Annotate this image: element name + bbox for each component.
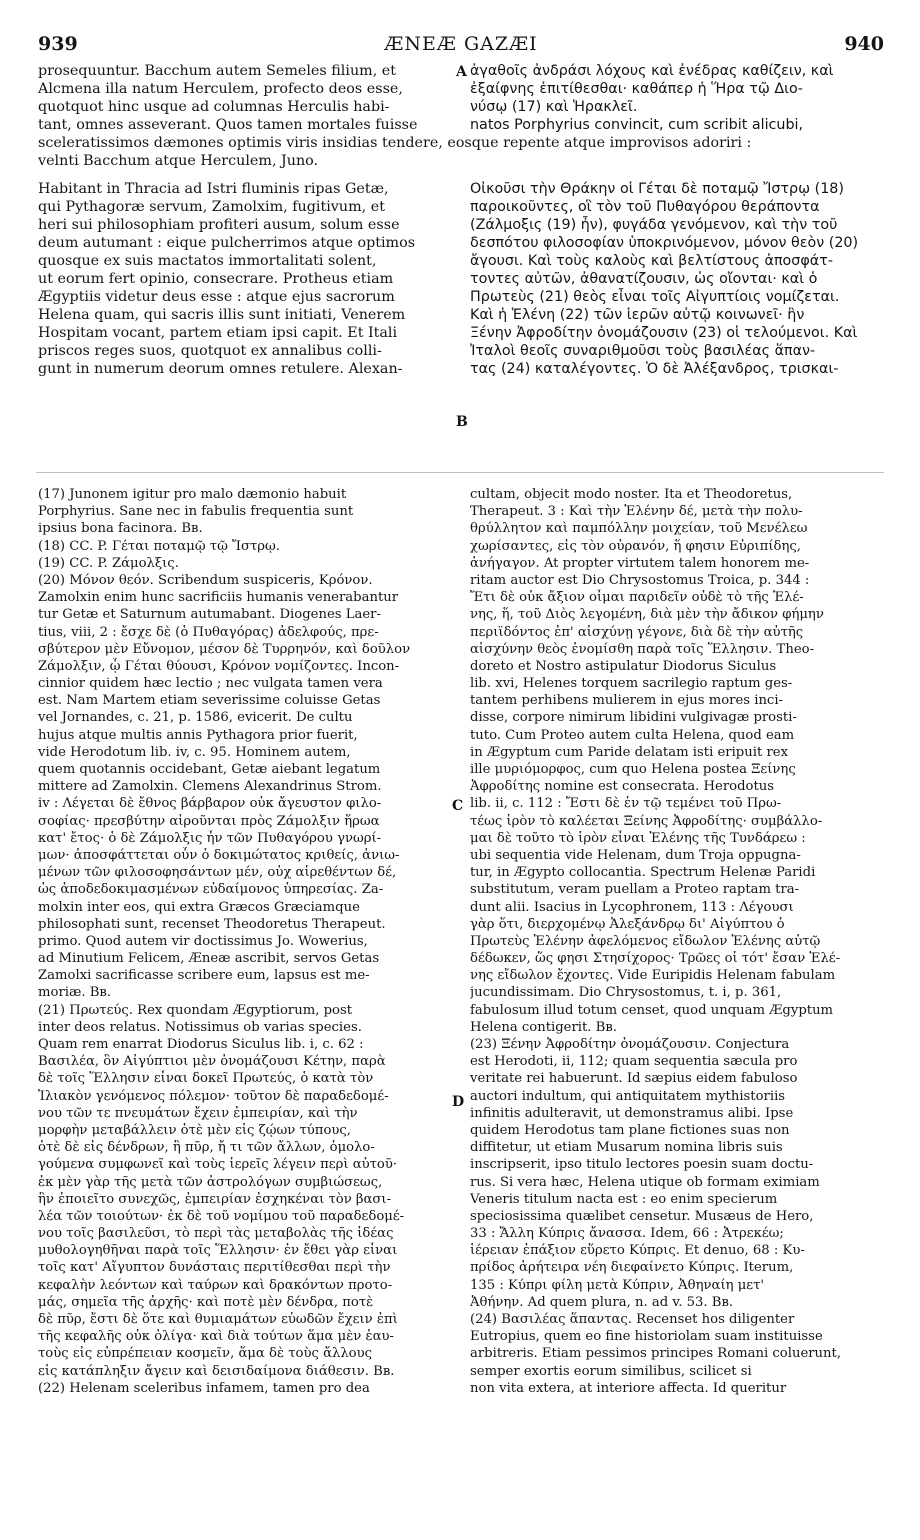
- footnote-line: Veneris titulum nacta est : eo enim specierum: [470, 1191, 778, 1207]
- footnote-line: doreto et Nostro astipulatur Diodorus Siculus: [470, 658, 777, 674]
- footnote-line: Βασιλέα, ὃν Αἰγύπτιοι μὲν ὀνομάζουσι Κέτην, παρὰ: [38, 1054, 386, 1070]
- text-line: Hospitam vocant, partem etiam ipsi capit. Et Itali: [38, 325, 398, 341]
- footnote-line: εἰς κατάπληξιν ἄγειν καὶ δεισιδαίμονα διάθεσιν. Bʙ.: [38, 1363, 395, 1379]
- footnote-line: αἰσχύνην θεὸς ἐνομίσθη παρὰ τοῖς Ἕλλησιν. Theo-: [470, 641, 815, 657]
- text-line: quosque ex suis mactatos immortalitati solent,: [38, 253, 377, 269]
- footnote-line: lib. ii, c. 112 : Ἔστι δὲ ἐν τῷ τεμένει τοῦ Πρω-: [470, 796, 782, 812]
- footnote-line: θρύλλητον καὶ παμπόλλην μοιχείαν, τοῦ Μενέλεω: [470, 521, 808, 537]
- footnote-line: σβύτερον μὲν Εὔνομον, μέσον δὲ Τυρρηνόν, καὶ δοῦλον: [38, 641, 411, 657]
- greek-text-line: Ἰταλοὶ θεοῖς συναριθμοῦσι τοὺς βασιλέας ἅπαν-: [470, 343, 816, 359]
- greek-text-line: τοντες αὐτῶν, ἀθανατίζουσιν, ὡς οἴονται· καὶ ὁ: [470, 271, 818, 287]
- greek-text-line: Καὶ ἡ Ἑλένη (22) τῶν ἱερῶν αὐτῷ κοινωνεῖ· ἣν: [470, 307, 805, 323]
- page-number-left: 939: [38, 33, 78, 55]
- footnote-line: ὁτὲ δὲ εἰς δένδρων, ἢ πῦρ, ἤ τι τῶν ἄλλων, ὁμολο-: [38, 1140, 375, 1156]
- footnote-line: inter deos relatus. Notissimus ob varias species.: [38, 1019, 362, 1035]
- footnote-line: ἐκ μὲν γὰρ τῆς μετὰ τῶν ἀστρολόγων συμβιώσεως,: [38, 1174, 383, 1190]
- top-full-width-text: [38, 134, 884, 170]
- footnote-line: δὲ τοῖς Ἕλλησιν εἶναι δοκεῖ Πρωτεύς, ὁ κατὰ τὸν: [38, 1071, 374, 1087]
- footnote-line: ipsius bona facinora. Bʙ.: [38, 521, 203, 537]
- footnote-line: Zamolxi sacrificasse scribere eum, lapsus est me-: [38, 968, 370, 984]
- text-line: tant, omnes asseverant. Quos tamen mortales fuisse: [38, 117, 418, 133]
- greek-text-line: Οἰκοῦσι τὴν Θράκην οἱ Γέται δὲ ποταμῷ Ἴστρῳ (18): [470, 181, 844, 197]
- running-title: ÆNEÆ GAZÆI: [384, 33, 538, 55]
- footnote-line: est Herodoti, ii, 112; quam sequentia sæcula pro: [470, 1054, 798, 1070]
- footnote-line: χωρίσαντες, εἰς τὸν οὐρανόν, ἥ φησιν Εὐριπίδης,: [470, 538, 801, 554]
- footnote-line: (18) CC. P. Γέται ποταμῷ τῷ Ἴστρῳ.: [38, 538, 281, 554]
- footnote-line: (23) Ξένην Ἀφροδίτην ὀνομάζουσιν. Conjectura: [470, 1037, 790, 1052]
- footnote-line: Ἰλιακὸν γενόμενος πόλεμον· τοῦτον δὲ παραδεδομέ-: [38, 1088, 389, 1104]
- footnote-line: Ζάμολξιν, ᾧ Γέται θύουσι, Κρόνον νομίζοντες. Incon-: [38, 658, 400, 674]
- greek-text-line: νύσῳ (17) καὶ Ἡρακλεῖ.: [470, 99, 638, 115]
- footnote-line: (19) CC. P. Ζάμολξις.: [38, 555, 179, 571]
- footnote-line: jucundissimam. Dio Chrysostomus, t. i, p. 361,: [470, 985, 782, 1001]
- text-line: sceleratissimos dæmones optimis viris insidias tendere, eosque repente atque improvisos adoriri :: [38, 135, 752, 151]
- text-line: deum autumant : eique pulcherrimos atque optimos: [38, 235, 416, 251]
- footnote-line: γούμενα συμφωνεῖ καὶ τοὺς ἱερεῖς λέγειν περὶ αὐτοῦ·: [38, 1157, 398, 1173]
- footnote-line: νης, ἥ, τοῦ Διὸς λεγομένη, διὰ μὲν τὴν ἄδικον φήμην: [470, 607, 824, 623]
- footnote-line: (22) Helenam sceleribus infamem, tamen pro dea: [38, 1380, 370, 1396]
- top-latin-column: [38, 62, 456, 134]
- footnote-line: primo. Quod autem vir doctissimus Jo. Wowerius,: [38, 933, 368, 949]
- footnote-line: arbitreris. Etiam pessimos principes Romani coluerunt,: [470, 1346, 842, 1362]
- footnote-line: inscripserit, ipso titulo lectores poesin suam doctu-: [470, 1157, 814, 1173]
- footnote-line: quidem Herodotus tam plane fictiones suas non: [470, 1122, 790, 1138]
- margin-letter-b: B: [456, 414, 468, 430]
- footnote-line: moriæ. Bʙ.: [38, 985, 112, 1001]
- text-line: Helena quam, qui sacris illis sunt initiati, Venerem: [38, 307, 406, 323]
- footnote-line: rus. Si vera hæc, Helena utique ob formam eximiam: [470, 1174, 820, 1190]
- footnote-line: Zamolxin enim hunc sacrificiis humanis venerabantur: [38, 590, 399, 606]
- footnote-line: Ἔτι δὲ οὐκ ἄξιον οἶμαι παριδεῖν οὐδὲ τὸ τῆς Ἑλέ-: [470, 590, 804, 606]
- footnote-line: non vita extera, at interiore affecta. Id queritur: [470, 1380, 787, 1396]
- text-line: priscos reges suos, quotquot ex annalibus colli-: [38, 343, 382, 359]
- footnote-line: ad Minutium Felicem, Æneæ ascribit, servos Getas: [38, 951, 380, 967]
- footnote-line: est. Nam Martem etiam severissime coluisse Getas: [38, 693, 381, 709]
- footnote-line: νου τοῖς βασιλεῦσι, τὸ περὶ τὰς μεταβολὰς τῆς ἰδέας: [38, 1226, 394, 1242]
- footnote-line: μένων τῶν φιλοσοφησάντων μέν, οὐχ αἱρεθέντων δέ,: [38, 865, 397, 881]
- footnote-line: (21) Πρωτεύς. Rex quondam Ægyptiorum, post: [38, 1002, 353, 1018]
- footnote-line: Helena contigerit. Bʙ.: [470, 1019, 617, 1035]
- footnote-line: τῆς κεφαλῆς οὐκ ὀλίγα· καὶ διὰ τούτων ἅμα μὲν ἑαυ-: [38, 1329, 394, 1345]
- footnote-line: iv : Λέγεται δὲ ἔθνος βάρβαρον οὐκ ἄγευστον φιλο-: [38, 796, 382, 812]
- page-header: [38, 33, 884, 61]
- footnote-line: Πρωτεὺς Ἑλένην ἀφελόμενος εἴδωλον Ἑλένης αὐτῷ: [470, 933, 821, 949]
- text-line: gunt in numerum deorum omnes retulere. Alexan-: [38, 361, 403, 377]
- footnote-line: δὲ πῦρ, ἔστι δὲ ὅτε καὶ θυμιαμάτων εὐωδῶν ἔχειν ἐπὶ: [38, 1312, 398, 1327]
- page-number-right: 940: [844, 33, 884, 55]
- footnote-line: νης εἴδωλον ἔχοντες. Vide Euripidis Helenam fabulam: [470, 968, 836, 984]
- text-line: Habitant in Thracia ad Istri fluminis ripas Getæ,: [38, 181, 389, 197]
- footnote-line: veritate rei habuerunt. Id sæpius eidem fabuloso: [470, 1071, 798, 1087]
- footnote-line: σοφίας· πρεσβύτην αἱροῦνται πρὸς Ζάμολξιν ἥρωα: [38, 813, 380, 829]
- footnote-line: (20) Μόνον θεόν. Scribendum suspiceris, Κρόνον.: [38, 572, 373, 588]
- footnote-line: tuto. Cum Proteo autem culta Helena, quod eam: [470, 727, 795, 743]
- footnote-line: τοὺς εἰς εὐπρέπειαν κοσμεῖν, ἅμα δὲ τοὺς ἄλλους: [38, 1346, 373, 1362]
- footnote-line: dunt alii. Isacius in Lycophronem, 113 : Λέγουσι: [470, 899, 794, 915]
- footnote-line: auctori indultum, qui antiquitatem mythistoriis: [470, 1088, 786, 1104]
- text-line: heri sui philosophiam profiteri ausum, solum esse: [38, 217, 400, 233]
- footnote-line: in Ægyptum cum Paride delatam isti eripuit rex: [470, 744, 788, 760]
- greek-text-line: Ξένην Ἀφροδίτην ὀνομάζουσιν (23) οἱ τελούμενοι. Καὶ: [470, 325, 858, 341]
- text-line: qui Pythagoræ servum, Zamolxim, fugitivum, et: [38, 199, 385, 215]
- footnote-line: ἣν ἐποιεῖτο συνεχῶς, ἐμπειρίαν ἐσχηκέναι τὸν βασι-: [38, 1191, 392, 1207]
- footnote-line: fabulosum illud totum censet, quod unquam Ægyptum: [470, 1002, 834, 1018]
- footnote-line: Ἀφροδίτης nomine est consecrata. Herodotus: [470, 779, 775, 795]
- footnote-line: (24) Βασιλέας ἅπαντας. Recenset hos diligenter: [470, 1312, 795, 1327]
- notes-divider: [36, 472, 884, 473]
- footnote-line: vel Jornandes, c. 21, p. 1586, evicerit. De cultu: [38, 710, 353, 726]
- text-line: Ægyptiis videtur deus esse : atque ejus sacrorum: [38, 289, 395, 305]
- footnote-line: cultam, objecit modo noster. Ita et Theodoretus,: [470, 487, 793, 502]
- footnote-line: disse, corpore nimirum libidini vulgivagæ prosti-: [470, 710, 797, 726]
- greek-text-line: (Ζάλμοξις (19) ἦν), φυγάδα γενόμενον, καὶ τὴν τοῦ: [470, 217, 838, 233]
- footnote-line: πρίδος ἀρήτειρα νέη διεφαίνετο Κύπρις. Iterum,: [470, 1260, 794, 1276]
- footnote-line: 33 : Ἄλλη Κύπρις ἄνασσα. Idem, 66 : Ἀτρεκέω;: [470, 1226, 784, 1242]
- footnote-line: ἱέρειαν ἐπάξιον εὕρετο Κύπρις. Et denuo, 68 : Κυ-: [470, 1243, 805, 1259]
- footnote-line: quem quotannis occidebant, Getæ aiebant legatum: [38, 762, 381, 777]
- footnote-line: mittere ad Zamolxin. Clemens Alexandrinus Strom.: [38, 779, 382, 795]
- top-greek-column: [470, 62, 884, 134]
- footnote-line: speciosissima quælibet censetur. Musæus de Hero,: [470, 1208, 814, 1224]
- text-line: prosequuntur. Bacchum autem Semeles filium, et: [38, 63, 397, 79]
- footnote-line: (17) Junonem igitur pro malo dæmonio habuit: [38, 487, 347, 502]
- footnote-line: ἀνήγαγον. At propter virtutem talem honorem me-: [470, 555, 810, 571]
- footnote-line: cinnior quidem hæc lectio ; nec vulgata tamen vera: [38, 676, 383, 692]
- footnote-line: μων· ἀποσφάττεται οὖν ὁ δοκιμώτατος κριθείς, ἀνιω-: [38, 847, 400, 863]
- footnote-line: μυθολογηθῆναι παρὰ τοῖς Ἕλλησιν· ἐν ἔθει γὰρ εἶναι: [38, 1243, 398, 1259]
- notes-right-column: [470, 486, 884, 1397]
- greek-text-line: ἄγουσι. Καὶ τοὺς καλοὺς καὶ βελτίστους ἀποσφάτ-: [470, 253, 833, 269]
- greek-text-line: ἀγαθοῖς ἀνδράσι λόχους καὶ ἐνέδρας καθίζειν, καὶ: [470, 63, 834, 79]
- footnote-line: μαι δὲ τοῦτο τὸ ἱρὸν εἶναι Ἑλένης τῆς Τυνδάρεω :: [470, 830, 806, 846]
- greek-text-line: παροικοῦντες, οἳ τὸν τοῦ Πυθαγόρου θεράποντα: [470, 199, 820, 215]
- greek-text-line: ἐξαίφνης ἐπιτίθεσθαι· καθάπερ ἡ Ἥρα τῷ Διο-: [470, 81, 803, 97]
- footnote-line: vide Herodotum lib. iv, c. 95. Hominem autem,: [38, 744, 351, 760]
- footnote-line: substitutum, veram puellam a Proteo raptam tra-: [470, 882, 800, 898]
- footnote-line: μορφὴν μεταβάλλειν ὁτὲ μὲν εἰς ζῴων τύπους,: [38, 1122, 351, 1138]
- footnote-line: infinitis adulteravit, ut demonstramus alibi. Ipse: [470, 1105, 794, 1121]
- footnote-line: ritam auctor est Dio Chrysostomus Troica, p. 344 :: [470, 572, 810, 588]
- footnote-line: tur Getæ et Saturnum autumabant. Diogenes Laer-: [38, 607, 381, 623]
- footnote-line: ille μυριόμορφος, cum quo Helena postea Ξείνης: [470, 762, 796, 777]
- greek-text-line: τας (24) καταλέγοντες. Ὁ δὲ Ἀλέξανδρος, τρισκαι-: [470, 361, 839, 377]
- footnote-line: περιϊδόντος ἐπ' αἰσχύνῃ γέγονε, διὰ δὲ τὴν αὐτῆς: [470, 624, 804, 640]
- footnote-line: 135 : Κύπρι φίλη μετὰ Κύπριν, Ἀθηναίη μετ': [470, 1277, 765, 1293]
- footnote-line: τοῖς κατ' Αἴγυπτον δυνάσταις περιτίθεσθαι περὶ τὴν: [38, 1260, 391, 1276]
- footnote-line: Quam rem enarrat Diodorus Siculus lib. i, c. 62 :: [38, 1037, 364, 1052]
- footnote-line: philosophati sunt, recenset Theodoretus Therapeut.: [38, 916, 386, 932]
- footnote-line: ὡς ἀποδεδοκιμασμένων εὐδαίμονος ὑπηρεσίας. Za-: [38, 882, 384, 898]
- text-line: ut eorum fert opinio, consecrare. Protheus etiam: [38, 271, 394, 287]
- greek-text-line: δεσπότου φιλοσοφίαν ὑποκρινόμενον, μόνον θεὸν (20): [470, 235, 859, 251]
- footnote-line: tantem perhibens mulierem in ejus mores inci-: [470, 693, 783, 709]
- main-latin-column: [38, 180, 456, 378]
- greek-text-line: natos Porphyrius convincit, cum scribit alicubi,: [470, 117, 804, 133]
- footnote-line: tur, in Ægypto collocantia. Spectrum Helenæ Paridi: [470, 865, 816, 881]
- footnote-line: Therapeut. 3 : Καὶ τὴν Ἑλένην δέ, μετὰ τὴν πολυ-: [470, 504, 803, 520]
- margin-letter-c: C: [452, 798, 464, 814]
- text-line: quotquot hinc usque ad columnas Herculis habi-: [38, 99, 390, 115]
- footnote-line: semper exortis eorum similibus, scilicet si: [470, 1363, 752, 1379]
- margin-letter-d: D: [452, 1094, 465, 1110]
- notes-left-column: [38, 486, 452, 1397]
- footnote-line: diffitetur, ut etiam Musarum nomina libris suis: [470, 1140, 783, 1156]
- footnote-line: κατ' ἔτος· ὁ δὲ Ζάμολξις ἦν τῶν Πυθαγόρου γνωρί-: [38, 830, 382, 846]
- footnote-line: μάς, σημεῖα τῆς ἀρχῆς· καὶ ποτὲ μὲν δένδρα, ποτὲ: [38, 1294, 374, 1310]
- footnote-line: λέα τῶν τοιούτων· ἐκ δὲ τοῦ νομίμου τοῦ παραδεδομέ-: [38, 1208, 405, 1224]
- text-line: Alcmena illa natum Herculem, profecto deos esse,: [38, 81, 403, 97]
- greek-text-line: Πρωτεὺς (21) θεὸς εἶναι τοῖς Αἰγυπτίοις νομίζεται.: [470, 289, 840, 305]
- footnote-line: lib. xvi, Helenes torquem sacrilegio raptum ges-: [470, 676, 793, 692]
- footnote-line: δέδωκεν, ὥς φησι Στησίχορος· Τρῶες οἱ τότ' ἔσαν Ἑλέ-: [470, 951, 841, 967]
- footnote-line: tius, viii, 2 : ἔσχε δὲ (ὁ Πυθαγόρας) ἀδελφούς, πρε-: [38, 624, 379, 640]
- footnote-line: νου τῶν τε πνευμάτων ἔχειν ἐμπειρίαν, καὶ τὴν: [38, 1105, 358, 1121]
- main-greek-column: [470, 180, 884, 378]
- footnote-line: molxin inter eos, qui extra Græcos Græciamque: [38, 899, 360, 915]
- footnote-line: hujus atque multis annis Pythagora prior fuerit,: [38, 727, 358, 743]
- margin-letter-a: A: [456, 64, 467, 80]
- footnote-line: γὰρ ὅτι, διερχομένῳ Ἀλεξάνδρῳ δι' Αἰγύπτου ὁ: [470, 916, 785, 932]
- text-line: velnti Bacchum atque Herculem, Juno.: [38, 153, 319, 169]
- footnote-line: Porphyrius. Sane nec in fabulis frequentia sunt: [38, 504, 354, 520]
- footnote-line: Ἀθήνην. Ad quem plura, n. ad v. 53. Bʙ.: [470, 1294, 734, 1310]
- footnote-line: τέως ἱρὸν τὸ καλέεται Ξείνης Ἀφροδίτης· συμβάλλο-: [470, 813, 823, 829]
- footnote-line: κεφαλὴν λεόντων καὶ ταύρων καὶ δρακόντων προτο-: [38, 1277, 393, 1293]
- footnote-line: Eutropius, quem eo fine historiolam suam instituisse: [470, 1329, 823, 1345]
- footnote-line: ubi sequentia vide Helenam, dum Troja oppugna-: [470, 847, 801, 863]
